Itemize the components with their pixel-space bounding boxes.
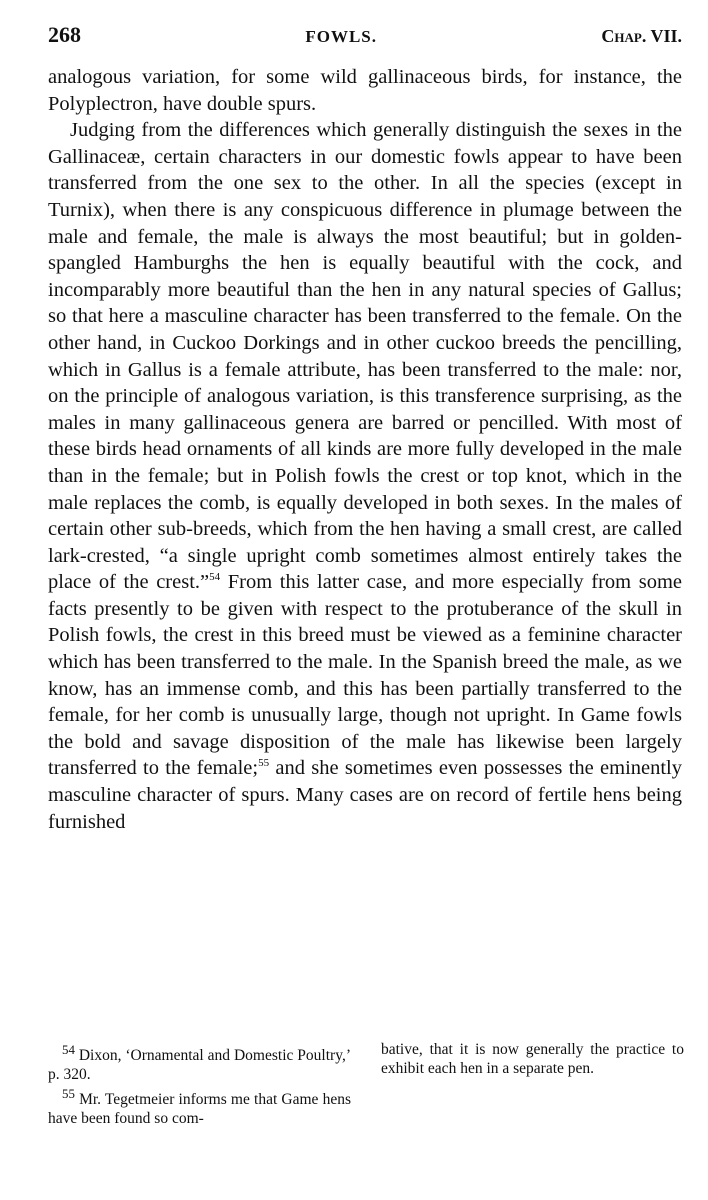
chapter-label: Chap. VII.: [601, 26, 682, 46]
footnote-column-left: [48, 1040, 351, 1128]
footnotes: [48, 1040, 684, 1128]
book-page: [48, 22, 682, 835]
footnote-column-right: [381, 1040, 684, 1128]
footnote-mark-54: 54: [62, 1042, 75, 1057]
paragraph-continued: analogous variation, for some wild gallinaceous birds, for instance, the Polyplectron, have double spurs.: [48, 66, 682, 115]
paragraph: [48, 117, 682, 835]
main-text: [48, 64, 682, 835]
footnote-ref-54[interactable]: 54: [209, 571, 221, 584]
running-title: FOWLS.: [305, 27, 378, 46]
paragraph-text-c: and she sometimes even possesses the eminently masculine character of spurs. Many cases are on record of fertile hens being furnished: [48, 757, 683, 833]
footnote-55: [48, 1084, 351, 1128]
footnote-54-text: Dixon, ‘Ornamental and Domestic Poultry,’ p. 320.: [48, 1047, 351, 1084]
footnote-54: [48, 1040, 351, 1084]
footnote-ref-55[interactable]: 55: [258, 757, 270, 770]
running-header: [48, 22, 682, 50]
page-number: 268: [48, 22, 81, 47]
footnote-55-text-a: Mr. Tegetmeier informs me that Game hens have been found so com-: [48, 1091, 351, 1128]
footnote-55-continued: bative, that it is now generally the practice to exhibit each hen in a separate pen.: [381, 1041, 684, 1077]
footnote-mark-55: 55: [62, 1086, 75, 1102]
paragraph-text-a: Judging from the differences which generally distinguish the sexes in the Gallinaceæ, certain characters in our domestic fowls appear to have been transferred from the one sex to the other. In all the species (except in Turnix), when there is any conspicuous difference in plumage between the male and female, the male is always the most beautiful; but in golden-spangled Hamburghs the hen is equally beautiful with the cock, and incomparably more beautiful than the hen in any natural species of Gallus; so that here a masculine character has been transferred to the female. On the other hand, in Cuckoo Dorkings and in other cuckoo breeds the pencilling, which in Gallus is a female attribute, has been transferred to the male: nor, on the principle of analogous variation, is this transference surprising, as the males in many gallinaceous genera are barred or pencilled. With most of these birds head ornaments of all kinds are more fully developed in the male than in the female; but in Polish fowls the crest or top knot, which in the male replaces the comb, is equally developed in both sexes. In the males of certain other sub-breeds, which from the hen having a small crest, are called lark-crested, “a single upright comb sometimes almost entirely takes the place of the crest.”: [48, 119, 682, 594]
paragraph-text-b: From this latter case, and more especially from some facts presently to be given with respect to the protuberance of the skull in Polish fowls, the crest in this breed must be viewed as a feminine character which has been transferred to the male. In the Spanish breed the male, as we know, has an immense comb, and this has been partially transferred to the female, for her comb is unusually large, though not upright. In Game fowls the bold and savage disposition of the male has likewise been largely transferred to the female;: [48, 571, 682, 780]
